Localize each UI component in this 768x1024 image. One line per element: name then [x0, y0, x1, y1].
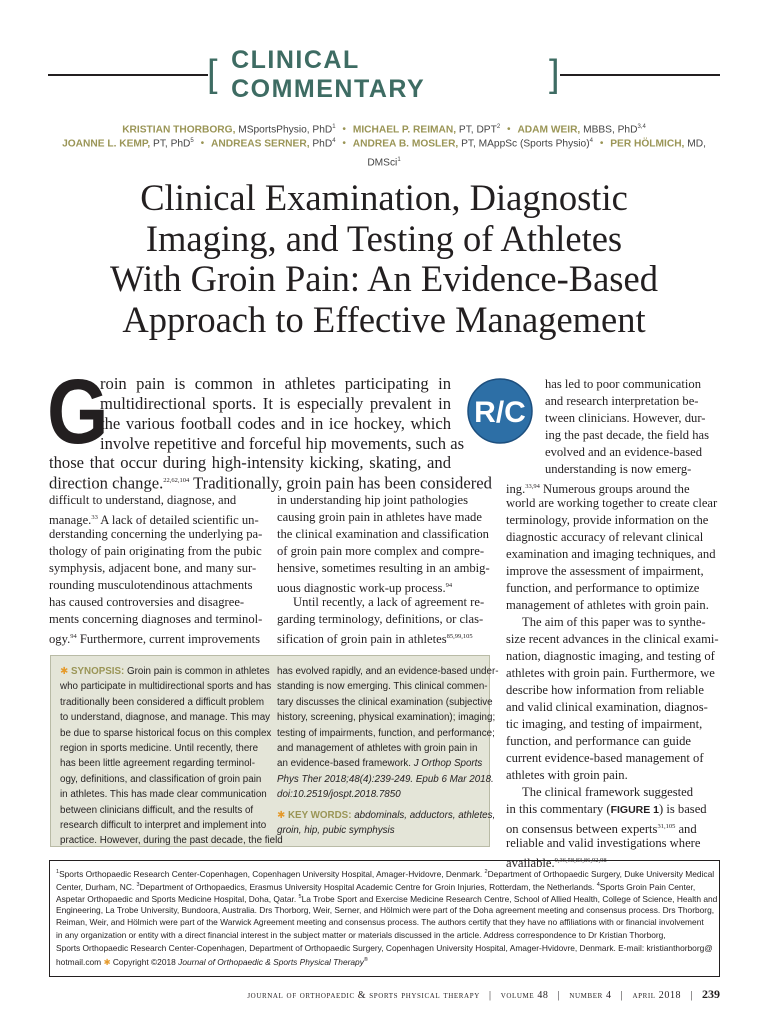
body-line: difficult to understand, diagnose, and [49, 493, 237, 507]
body-line: available.$^{9,36,58,83,86,92,98}$ [506, 856, 607, 871]
footnote-line: hotmail.com ✱ Copyright ©2018 Journal of Orthopaedic & Sports Physical Therapy® [56, 956, 368, 967]
body-line: improve the assessment of impairment, [506, 564, 704, 578]
body-line: on consensus between experts$^{31,105}$ and [506, 822, 697, 837]
body-line: in understanding hip joint pathologies [277, 493, 468, 507]
svg-text:R/C: R/C [474, 396, 526, 429]
author-credentials: PhD [309, 138, 333, 150]
bullet: • [342, 138, 346, 150]
footnote-line: Sports Orthopaedic Research Center-Copenhagen, Department of Orthopaedic Surgery, Copenhagen University Hospital, Amager-Hvidovre, Denmark. E-mail: kristianthorborg@ [56, 942, 713, 953]
author-name: ANDREAS SERNER, [211, 138, 310, 150]
star-bullet-icon: ✱ [60, 666, 69, 677]
title-line: With Groin Pain: An Evidence-Based [110, 258, 658, 299]
synopsis-line: has been little agreement regarding terminol- [60, 758, 255, 770]
keywords-line: groin, hip, pubic symphysis [277, 825, 395, 837]
intro-line: multidirectional sports. It is especially prevalent in [100, 394, 451, 413]
article-title [40, 178, 728, 340]
intro-line: direction change.$^{22,62,104}$ Traditionally, groin pain has been considered [49, 473, 492, 493]
body-line: hensive, sometimes resulting in an ambig- [277, 561, 490, 575]
affiliation-sup: 4 [332, 138, 336, 144]
footnote-line: $^1$Sports Orthopaedic Research Center-Copenhagen, Copenhagen University Hospital, Amager-Hvidovre, Denmark. $^2$Department of Orthopaedic Surgery, Duke University Medical [56, 868, 715, 879]
synopsis-line: region in sports medicine. Until recently, there [60, 743, 259, 754]
body-line: rounding musculotendinous attachments [49, 578, 253, 592]
page-footer: journal of orthopaedic & sports physical therapy | volume 48 | number 4 | april 2018 | 239 [247, 987, 720, 1001]
section-header-label: CLINICAL COMMENTARY [231, 46, 426, 103]
synopsis-line: testing of impairments, function, and performance; [277, 727, 495, 739]
body-line: ing the past decade, the field has [545, 428, 710, 442]
title-line: Imaging, and Testing of Athletes [145, 217, 623, 259]
synopsis-line: between clinicians difficult, and the results of [60, 804, 254, 816]
author-name: JOANNE L. KEMP, [62, 138, 151, 150]
intro-line: those that occur during high-intensity kicking, skating, and [49, 453, 451, 472]
body-line: in this commentary (FIGURE 1) is based [506, 802, 707, 816]
body-line: derstanding concerning the underlying pa- [49, 527, 263, 541]
body-line: nation, diagnostic imaging, and testing of [506, 649, 715, 663]
synopsis-line: has evolved rapidly, and an evidence-based under- [277, 666, 499, 677]
author-credentials: MBBS, PhD [580, 124, 638, 136]
synopsis-line: tary discusses the clinical examination (subjective [277, 696, 493, 708]
footer-volume: volume 48 [500, 990, 549, 1001]
body-line: describe how information from reliable [506, 683, 704, 697]
body-line: sification of groin pain in athletes$^{85,99,105}$ [277, 632, 473, 647]
author-credentials: PT, MAppSc (Sports Physio) [458, 138, 590, 150]
body-line: has caused controversies and disagree- [49, 595, 245, 609]
body-line: tween clinicians. However, dur- [545, 411, 706, 425]
synopsis-line: Phys Ther 2018;48(4):239-249. Epub 6 Mar 2018. [277, 773, 494, 785]
author-credentials: PT, PhD [150, 138, 191, 150]
body-line: size recent advances in the clinical exami- [506, 632, 719, 646]
author-credentials: MSportsPhysio, PhD [235, 124, 333, 136]
synopsis-label: SYNOPSIS: [70, 666, 125, 677]
affiliation-sup: 5 [190, 138, 194, 144]
footer-number: number 4 [569, 990, 612, 1001]
footnote-line: Aspetar Orthopaedic and Sports Medicine Hospital, Doha, Qatar. $^5$La Trobe Sport and Exercise Medicine Research Centre, School of Allied Health, College of Science, Health and [56, 893, 718, 904]
footnote-line: Engineering, La Trobe University, Bundoora, Australia. Drs Thorborg, Weir, Serner, and Hölmich were part of the Doha agreement meeting and consensus process. Drs Thorborg, [56, 904, 715, 915]
title-line: Approach to Effective Management [122, 298, 646, 340]
synopsis-line: in athletes. This has made clear communication [60, 789, 267, 801]
body-line: understanding is now emerg- [545, 462, 692, 476]
affiliation-sup: 1 [332, 124, 336, 130]
body-line: and research interpretation be- [545, 394, 699, 408]
left-bracket: [ [207, 52, 220, 95]
body-line: ments concerning diagnoses and terminol- [49, 612, 263, 626]
footnote-line: in any organization or entity with a direct financial interest in the subject matter or materials discussed in the article. Address correspondence to Dr Kristian Thorborg, [56, 930, 666, 940]
synopsis-line: standing is now emerging. This clinical commen- [277, 681, 488, 693]
body-line: The aim of this paper was to synthe- [522, 615, 706, 629]
header-rule-right [560, 74, 720, 76]
body-line: terminology, provide information on the [506, 513, 709, 527]
author-credentials: PT, DPT [456, 124, 497, 136]
body-line: ogy.$^{94}$ Furthermore, current improvements [49, 632, 260, 647]
author-name: ADAM WEIR, [517, 124, 581, 136]
rc-logo-icon [467, 378, 533, 444]
body-line: garding terminology, definitions, or clas- [277, 612, 484, 626]
author-name: MICHAEL P. REIMAN, [352, 124, 457, 136]
affiliation-sup: 1 [397, 157, 401, 164]
synopsis-line: an evidence-based framework. J Orthop Sports [277, 758, 483, 770]
synopsis-line: doi:10.2519/jospt.2018.7850 [277, 789, 401, 801]
body-line: and valid clinical examination, diagnos- [506, 700, 708, 714]
synopsis-box [50, 655, 499, 847]
body-line: Until recently, a lack of agreement re- [293, 595, 485, 609]
synopsis-line: to understand, diagnose, and manage. This may [60, 712, 271, 724]
intro-line: roin pain is common in athletes participating in [100, 374, 451, 393]
synopsis-line: ogy, definitions, and classification of groin pain [60, 773, 262, 785]
author-name: ANDREA B. MOSLER, [352, 138, 459, 150]
synopsis-line: who participate in multidirectional sports and has [60, 681, 272, 693]
bullet: • [200, 138, 205, 150]
body-line: management of athletes with groin pain. [506, 598, 709, 612]
intro-line: the various football codes and in ice hockey, which [100, 414, 451, 433]
body-line: world are working together to create clear [506, 496, 718, 510]
body-line: thology of pain originating from the pubic [49, 544, 262, 558]
drop-cap: G [47, 361, 109, 463]
synopsis-line: ✱ SYNOPSIS: Groin pain is common in athletes [60, 666, 270, 677]
header-rule-left [48, 74, 208, 76]
body-line: has led to poor communication [545, 377, 701, 391]
bullet: • [599, 138, 604, 150]
body-line: function, and performance to optimize [506, 581, 700, 595]
body-line: tic imaging, and testing of impairment, [506, 717, 703, 731]
body-line: evolved and an evidence-based [545, 445, 702, 459]
body-line: reliable and valid investigations where [506, 836, 701, 850]
star-bullet-icon: ✱ [277, 810, 286, 821]
synopsis-line: research difficult to interpret and implement into [60, 820, 267, 831]
affiliations-box [49, 860, 720, 977]
bullet: • [342, 124, 346, 136]
body-line: athletes with groin pain. Furthermore, we [506, 666, 715, 680]
keywords-label: KEY WORDS: [287, 810, 352, 821]
star-bullet-icon: ✱ [103, 956, 111, 967]
synopsis-line: history, screening, physical examination); imaging; [277, 712, 496, 724]
body-line: manage.$^{33}$ A lack of detailed scientific un- [49, 513, 259, 528]
author-name: KRISTIAN THORBORG, [122, 124, 236, 136]
affiliation-sup: 2 [496, 124, 501, 130]
synopsis-line: and management of athletes with groin pain in [277, 743, 478, 754]
right-bracket: ] [548, 52, 561, 95]
footer-date: april 2018 [632, 990, 682, 1001]
body-line: current evidence-based management of [506, 751, 704, 765]
body-line: examination and imaging techniques, and [506, 547, 716, 561]
title-line: Clinical Examination, Diagnostic [140, 177, 628, 218]
body-line: The clinical framework suggested [522, 785, 693, 799]
body-line: causing groin pain in athletes have made [277, 510, 482, 524]
body-line: athletes with groin pain. [506, 768, 628, 782]
page-number: 239 [702, 987, 720, 1001]
synopsis-line: practice. However, during the past decade, the field [60, 835, 283, 847]
affiliation-sup: 4 [589, 138, 593, 144]
author-credentials: MD, DMSci [367, 138, 706, 169]
footnote-line: Center, Durham, NC. $^3$Department of Orthopaedics, Erasmus University Hospital Academic Centre for Groin Injuries, Rotterdam, the Netherlands. $^4$Sports Groin Pain Center, [56, 881, 696, 892]
body-line: ing.$^{33,94}$ Numerous groups around the [506, 482, 690, 497]
body-line: the clinical examination and classification [277, 527, 489, 541]
synopsis-line: traditionally been considered a difficult problem [60, 696, 265, 708]
figure-ref: FIGURE 1 [610, 804, 660, 816]
body-line: function, and performance can guide [506, 734, 691, 748]
body-line: diagnostic accuracy of relevant clinical [506, 530, 704, 544]
affiliation-sup: 3,4 [637, 124, 646, 130]
body-line: uous diagnostic work-up process.$^{94}$ [277, 581, 453, 596]
author-line-2 [48, 133, 720, 172]
keywords-line: ✱ KEY WORDS: abdominals, adductors, athletes, [277, 810, 496, 821]
intro-line: involve repetitive and forceful hip movements, such as [100, 434, 465, 453]
footer-journal: journal of orthopaedic & sports physical therapy [247, 990, 480, 1001]
bullet: • [507, 124, 511, 136]
section-header [207, 46, 561, 103]
synopsis-line: be due to sparse historical focus on this complex [60, 727, 272, 739]
author-name: PER HÖLMICH, [610, 138, 685, 150]
body-line: of groin pain more complex and compre- [277, 544, 485, 558]
body-line: symphysis, adjacent bone, and many sur- [49, 561, 257, 575]
footnote-line: Reiman, Weir, and Hölmich were part of the Warwick Agreement meeting and consensus process. The authors certify that they have no affiliations with or financial involvement [56, 917, 704, 928]
